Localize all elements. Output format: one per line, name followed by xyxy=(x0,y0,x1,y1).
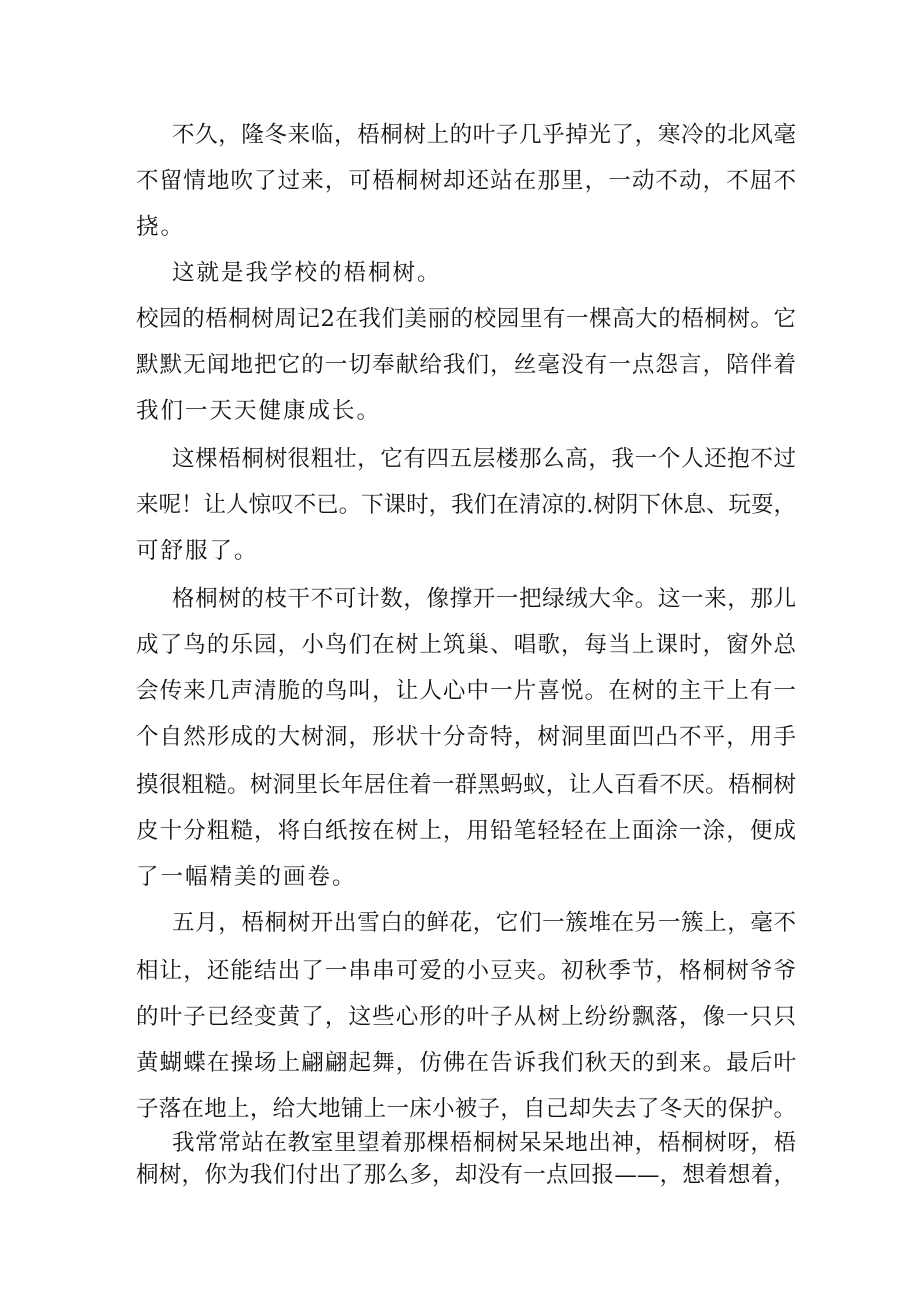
text-line: 不留情地吹了过来，可梧桐树却还站在那里，一动不动，不屈不 xyxy=(136,168,796,194)
text-line: 会传来几声清脆的鸟叫，让人心中一片喜悦。在树的主干上有一 xyxy=(136,678,796,704)
text-line: 我常常站在教室里望着那棵梧桐树呆呆地出神，梧桐树呀，梧 xyxy=(172,1130,796,1156)
text-line: 不久，隆冬来临，梧桐树上的叶子几乎掉光了，寒冷的北风毫 xyxy=(172,122,796,148)
text-line: 成了鸟的乐园，小鸟们在树上筑巢、唱歌，每当上课时，窗外总 xyxy=(136,632,796,658)
text-line: 的叶子已经变黄了，这些心形的叶子从树上纷纷飘落，像一只只 xyxy=(136,1004,796,1030)
text-line: 摸很粗糙。树洞里长年居住着一群黑蚂蚁，让人百看不厌。梧桐树 xyxy=(136,772,796,798)
text-line: 这就是我学校的梧桐树。 xyxy=(172,260,442,286)
text-line: 黄蝴蝶在操场上翩翩起舞，仿佛在告诉我们秋天的到来。最后叶 xyxy=(136,1050,796,1076)
text-line: 挠。 xyxy=(136,214,186,240)
text-line: 个自然形成的大树洞，形状十分奇特，树洞里面凹凸不平，用手 xyxy=(136,724,796,750)
text-line: 桐树，你为我们付出了那么多，却没有一点回报——，想着想着， xyxy=(136,1162,796,1188)
text-line: 这棵梧桐树很粗壮，它有四五层楼那么高，我一个人还抱不过 xyxy=(172,446,796,472)
text-line: 默默无闻地把它的一切奉献给我们，丝毫没有一点怨言，陪伴着 xyxy=(136,352,796,378)
text-line: 格桐树的枝干不可计数，像撑开一把绿绒大伞。这一来，那儿 xyxy=(172,586,796,612)
text-line: 校园的梧桐树周记2在我们美丽的校园里有一棵高大的梧桐树。它 xyxy=(136,306,796,332)
text-line: 了一幅精美的画卷。 xyxy=(136,864,357,890)
text-line: 子落在地上，给大地铺上一床小被子，自己却失去了冬天的保护。 xyxy=(136,1096,796,1122)
text-line: 可舒服了。 xyxy=(136,538,259,564)
text-line: 皮十分粗糙，将白纸按在树上，用铅笔轻轻在上面涂一涂，便成 xyxy=(136,818,796,844)
text-line: 五月，梧桐树开出雪白的鲜花，它们一簇堆在另一簇上，毫不 xyxy=(172,910,796,936)
text-line: 我们一天天健康成长。 xyxy=(136,398,382,424)
text-line: 相让，还能结出了一串串可爱的小豆夹。初秋季节，格桐树爷爷 xyxy=(136,958,796,984)
text-line: 来呢！让人惊叹不已。下课时，我们在清凉的.树阴下休息、玩耍， xyxy=(136,492,796,518)
